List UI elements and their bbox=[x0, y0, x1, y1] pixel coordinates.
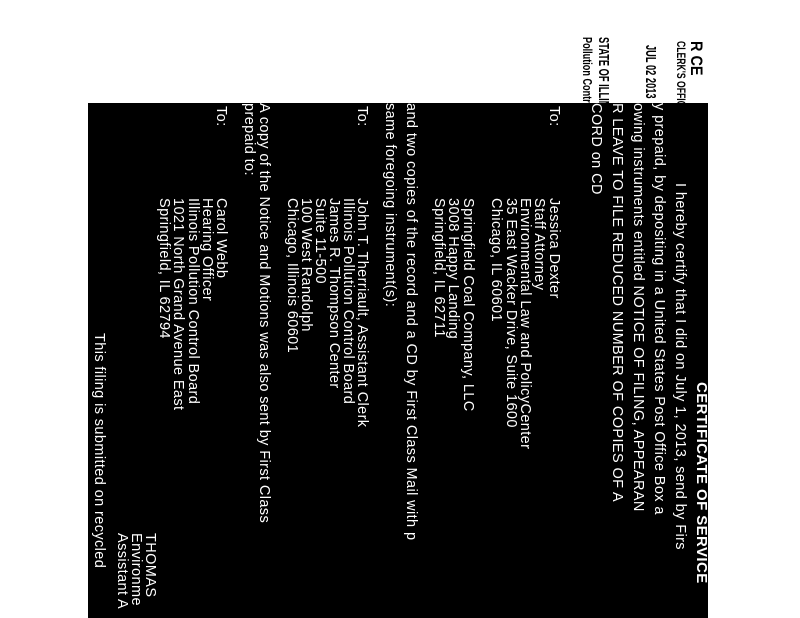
signature-line: THOMAS bbox=[142, 533, 158, 598]
paragraph-line: and two copies of the record and a CD by First Class Mail with p bbox=[403, 103, 419, 541]
address-line: Suite 11-500 bbox=[312, 198, 328, 284]
address-line: Hearing Officer bbox=[199, 198, 215, 302]
stamp-board: Pollution Control Board bbox=[580, 37, 595, 140]
intro-line: y prepaid, by depositing in a United States Post Office Box a bbox=[651, 103, 667, 515]
footer-note: This filing is submitted on recycled bbox=[91, 333, 107, 569]
stamp-received: R CE bbox=[687, 41, 706, 76]
address-line: Environmental Law and PolicyCenter bbox=[517, 198, 533, 450]
stamp-state: STATE OF ILLINOIS bbox=[595, 37, 612, 124]
paragraph-line: A copy of the Notice and Motions was also sent by First Class bbox=[256, 103, 272, 524]
address-line: Jessica Dexter bbox=[546, 198, 562, 299]
intro-line: CORD on CD bbox=[588, 103, 604, 195]
document-title: CERTIFICATE OF SERVICE bbox=[693, 382, 710, 584]
address-line: Springfield, IL 62794 bbox=[156, 198, 172, 339]
address-line: Springfield, IL 62711 bbox=[431, 198, 447, 338]
address-line: John T. Therriault, Assistant Clerk bbox=[354, 198, 370, 428]
stamp-clerks-office: CLERK'S OFFICE bbox=[674, 41, 688, 113]
address-line: 100 West Randolph bbox=[298, 198, 314, 332]
address-line: 35 East Wacker Drive, Suite 1600 bbox=[503, 198, 519, 428]
intro-line: I hereby certify that I did on July 1, 2013, send by Firs bbox=[672, 183, 688, 550]
address-line: 3008 Happy Landing bbox=[445, 198, 461, 340]
address-line: Carol Webb bbox=[213, 198, 229, 279]
to-label: To: bbox=[213, 106, 229, 127]
signature-line: Assistant A bbox=[114, 533, 130, 610]
to-label: To: bbox=[354, 106, 370, 127]
paragraph-line: same foregoing instrument(s): bbox=[382, 103, 398, 308]
address-line: Staff Attorney bbox=[531, 198, 547, 291]
certificate-of-service bbox=[89, 103, 709, 618]
address-line: Illinois Pollution Control Board bbox=[185, 198, 201, 405]
address-line: Chicago, IL 60601 bbox=[488, 198, 504, 322]
signature-line: Environme bbox=[128, 533, 144, 606]
address-line: 1021 North Grand Avenue East bbox=[170, 198, 186, 411]
stamp-date: JUL 02 2013 bbox=[642, 45, 659, 99]
intro-line: R LEAVE TO FILE REDUCED NUMBER OF COPIES OF A bbox=[609, 103, 625, 503]
intro-line: owing instruments entitled NOTICE OF FILING, APPEARAN bbox=[630, 103, 646, 512]
address-line: Springfield Coal Company, LLC bbox=[460, 198, 476, 412]
address-line: Illinois Pollution Control Board bbox=[340, 198, 356, 405]
to-label: To: bbox=[546, 106, 562, 127]
paragraph-line: prepaid to: bbox=[241, 103, 257, 176]
address-line: James R. Thompson Center bbox=[326, 198, 342, 389]
address-line: Chicago, Illinois 60601 bbox=[284, 198, 300, 354]
